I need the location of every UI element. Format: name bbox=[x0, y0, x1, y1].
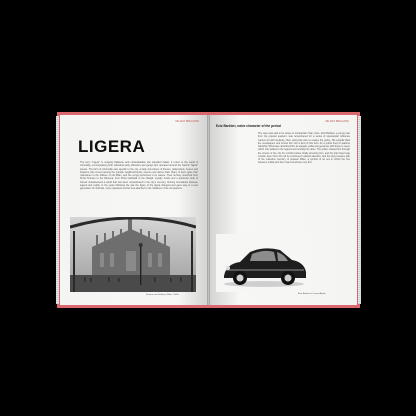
left-photo-caption: Duomo and Galleria, Milan, 1940s bbox=[146, 294, 180, 296]
chapter-title: LIGERA bbox=[78, 137, 146, 156]
page-edges-right bbox=[358, 116, 361, 304]
left-page bbox=[60, 115, 207, 305]
left-body-text: The term "Ligera" is uniquely Milanese and untranslatable into standard Italian. It refers to the world of criminality, encompassing both individual petty offenders and gangs who operated around the historic "ligéra" streets. The form of criminality was specific to the city, a daily sub-culture of thieves, pickpockets, fences and brawlers who moved among the popular neighbourhoods, taverns and dance halls. Many of them gave their nicknames to the folklore of old Milan, and the songs performed in its osterie. Their territory stretched from Porta Ticinese to the Darsena, from Porta Garibaldi to the Navigli. Loyalty, rivalry and a particular code of honour characterised a world that has been romanticised in the city's memory, blurring boundaries between legend and reality. In the years following the war the figure of the ligera changed and gave way to a new generation of criminals, more organised and far less attached to the traditions of the old quarters. bbox=[80, 161, 198, 191]
vintage-car-photo bbox=[216, 234, 310, 292]
right-page bbox=[210, 115, 357, 305]
cathedral-photo-icon bbox=[70, 217, 196, 292]
right-running-head: MILANO BRIGANTE bbox=[325, 120, 349, 123]
cathedral-photo bbox=[70, 217, 196, 292]
open-book bbox=[57, 112, 360, 308]
vintage-car-icon bbox=[216, 234, 310, 292]
left-running-head: MILANO BRIGANTE bbox=[175, 120, 199, 123]
right-body-text: The case was said to be closer to romanticism than crime. Ezio Barbieri, a young man from the popular quarters, was remembered for a series of spectacular robberies carried out with audacity, often using fast cars to escape the police. His exploits filled the newspapers and turned him into a kind of folk hero for a public tired of wartime hardship. Witnesses described him as elegant, polite and generous with those in need, which only added to the legend surrounding his name. The police chased him through the streets of the city for months before finally arresting him, and his trial drew huge crowds. Even from his cell he continued to attract attention, and his story became part of the collective memory of postwar Milan, a symbol of an era in which the line between outlaw and hero was sometimes very thin. bbox=[258, 132, 350, 165]
right-subhead: Ezio Barbieri, naïve character of the period bbox=[216, 124, 281, 128]
right-photo-caption: Ezio Barbieri's Lancia Aprilia bbox=[298, 293, 326, 295]
page-edges-left bbox=[56, 116, 59, 304]
